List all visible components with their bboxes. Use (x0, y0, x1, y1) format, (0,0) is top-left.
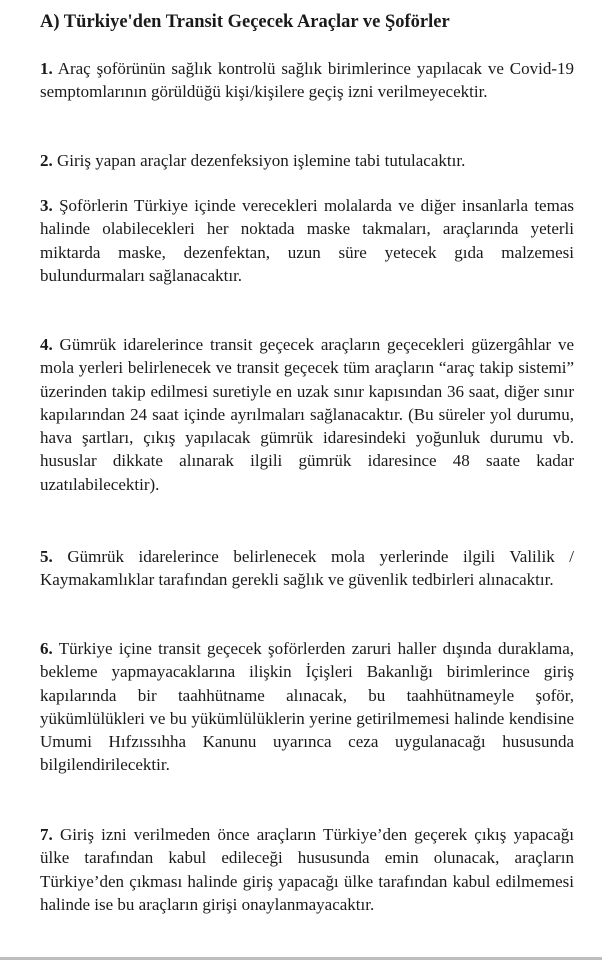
list-item (40, 545, 574, 592)
item-text: Giriş yapan araçlar dezenfeksiyon işlemine tabi tutulacaktır. (57, 151, 466, 170)
item-number: 7. (40, 825, 53, 844)
list-item (40, 149, 574, 172)
list-item (40, 57, 574, 104)
list-item (40, 333, 574, 496)
item-number: 1. (40, 59, 53, 78)
list-item (40, 823, 574, 916)
item-number: 3. (40, 196, 53, 215)
section-heading: A) Türkiye'den Transit Geçecek Araçlar ve Şoförler (40, 12, 450, 32)
item-text: Türkiye içine transit geçecek şoförlerden zaruri haller dışında duraklama, bekleme yapmayacaklarına ilişkin İçişleri Bakanlığı birimlerince giriş kapılarında bir taahhütname alınacak, bu taahhütnameyle şoför, yükümlülükleri ve bu yükümlülüklerin yerine getirilmemesi halinde kendisine Umumi Hıfzıssıhha Kanunu uyarınca ceza uygulanacağı hususunda bilgilendirilecektir. (40, 639, 575, 775)
item-number: 4. (40, 335, 53, 354)
item-text: Gümrük idarelerince belirlenecek mola yerlerinde ilgili Valilik / Kaymakamlıklar tarafından gerekli sağlık ve güvenlik tedbirleri alınacaktır. (40, 547, 575, 590)
item-number: 2. (40, 151, 53, 170)
item-text: Giriş izni verilmeden önce araçların Türkiye’den geçerek çıkış yapacağı ülke tarafından kabul edileceği hususunda emin olunacak, araçların Türkiye’den çıkması halinde giriş yapacağı ülke tarafından kabul edilmemesi halinde ise bu araçların girişi onaylanmayacaktır. (40, 825, 574, 914)
item-text: Gümrük idarelerince transit geçecek araçların geçecekleri güzergâhlar ve mola yerleri belirlenecek ve transit geçecek tüm araçların “araç takip sistemi” üzerinden takip edilmesi suretiyle en uzak sınır kapısından 36 saat, diğer sınır kapılarından 24 saat içinde ayrılmaları sağlanacaktır. (Bu süreler yol durumu, hava şartları, çıkış yapılacak gümrük idaresindeki yoğunluk durumu vb. hususlar dikkate alınarak ilgili gümrük idaresince 48 saate kadar uzatılabilecektir). (40, 335, 574, 494)
list-item (40, 637, 574, 777)
item-number: 6. (40, 639, 53, 658)
item-text: Şoförlerin Türkiye içinde verecekleri molalarda ve diğer insanlarla temas halinde olabilecekleri her noktada maske takmaları, araçlarında yeterli miktarda maske, dezenfektan, uzun süre yetecek gıda malzemesi bulundurmaları sağlanacaktır. (40, 196, 574, 285)
list-item (40, 194, 574, 287)
item-number: 5. (40, 547, 53, 566)
item-text: Araç şoförünün sağlık kontrolü sağlık birimlerince yapılacak ve Covid-19 semptomlarının görüldüğü kişi/kişilere geçiş izni verilmeyecektir. (40, 59, 575, 102)
